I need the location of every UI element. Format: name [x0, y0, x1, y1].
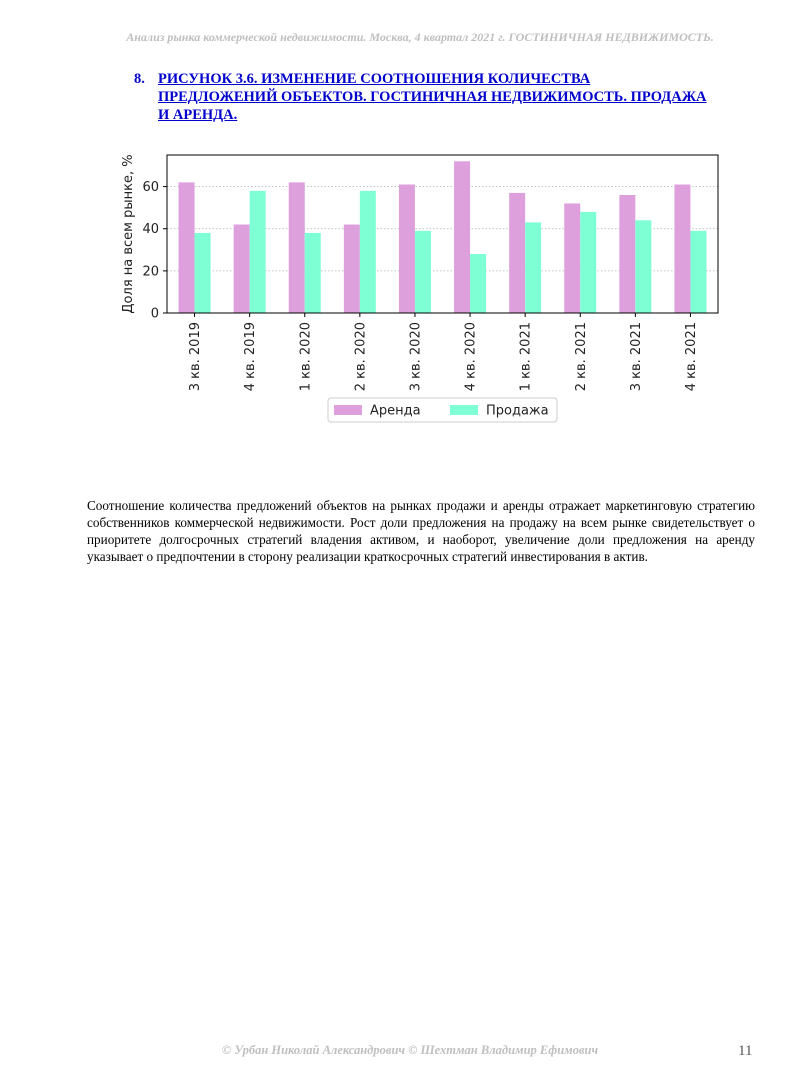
y-axis: [142, 180, 167, 321]
bar-rent: [674, 184, 690, 313]
bar-sale: [195, 233, 211, 313]
legend-label: Аренда: [370, 403, 421, 419]
x-tick-label: 1 кв. 2020: [298, 322, 314, 392]
heading-title: РИСУНОК 3.6. ИЗМЕНЕНИЕ СООТНОШЕНИЯ КОЛИЧЕСТВА ПРЕДЛОЖЕНИЙ ОБЪЕКТОВ. ГОСТИНИЧНАЯ НЕДВИЖИМОСТЬ. ПРОДАЖА И АРЕНДА.: [158, 71, 707, 123]
page-header: Анализ рынка коммерческой недвижимости. Москва, 4 квартал 2021 г. ГОСТИНИЧНАЯ НЕДВИЖИМОСТЬ.: [126, 30, 714, 44]
x-tick-label: 3 кв. 2020: [408, 322, 424, 392]
x-tick-label: 4 кв. 2020: [463, 322, 479, 392]
bar-rent: [454, 161, 470, 313]
bar-sale: [360, 191, 376, 313]
bar-sale: [580, 212, 596, 313]
y-tick-label: 20: [142, 264, 159, 280]
bar-rent: [289, 182, 305, 313]
x-tick-label: 4 кв. 2021: [683, 322, 699, 392]
body-paragraph: Соотношение количества предложений объектов на рынках продажи и аренды отражает маркетинговую стратегию собственников коммерческой недвижимости. Рост доли предложения на продажу на всем рынке свидетельствует о приоритете долгосрочных стратегий владения активом, и наоборот, увеличение доли предложения на аренду указывает о предпочтении в сторону реализации краткосрочных стратегий инвестирования в актив.: [87, 498, 755, 564]
bar-sale: [415, 231, 431, 313]
x-tick-label: 2 кв. 2020: [353, 322, 369, 392]
heading-number: 8.: [134, 71, 145, 87]
bar-rent: [509, 193, 525, 313]
x-tick-label: 2 кв. 2021: [573, 322, 589, 392]
bar-rent: [179, 182, 195, 313]
bar-rent: [399, 184, 415, 313]
bar-sale: [690, 231, 706, 313]
bar-chart: [110, 140, 730, 430]
bar-sale: [635, 220, 651, 313]
legend: [328, 398, 557, 422]
bar-sale: [305, 233, 321, 313]
y-tick-label: 40: [142, 222, 159, 238]
bar-sale: [525, 222, 541, 313]
bar-sale: [250, 191, 266, 313]
bar-rent: [564, 203, 580, 313]
bar-rent: [234, 225, 250, 313]
bars: [179, 161, 707, 313]
page-number: 11: [738, 1043, 753, 1059]
legend-label: Продажа: [486, 403, 549, 419]
y-tick-label: 60: [142, 180, 159, 196]
x-tick-label: 4 кв. 2019: [243, 322, 259, 392]
page-footer: © Урбан Николай Александрович © Шехтман Владимир Ефимович: [221, 1043, 599, 1057]
x-tick-label: 3 кв. 2021: [628, 322, 644, 392]
bar-rent: [344, 225, 360, 313]
bar-rent: [619, 195, 635, 313]
legend-swatch: [334, 405, 362, 415]
x-tick-label: 3 кв. 2019: [188, 322, 204, 392]
y-axis-label: Доля на всем рынке, %: [121, 154, 136, 314]
x-tick-label: 1 кв. 2021: [518, 322, 534, 392]
legend-swatch: [450, 405, 478, 415]
x-axis: [188, 313, 699, 391]
bar-sale: [470, 254, 486, 313]
y-tick-label: 0: [150, 306, 159, 322]
